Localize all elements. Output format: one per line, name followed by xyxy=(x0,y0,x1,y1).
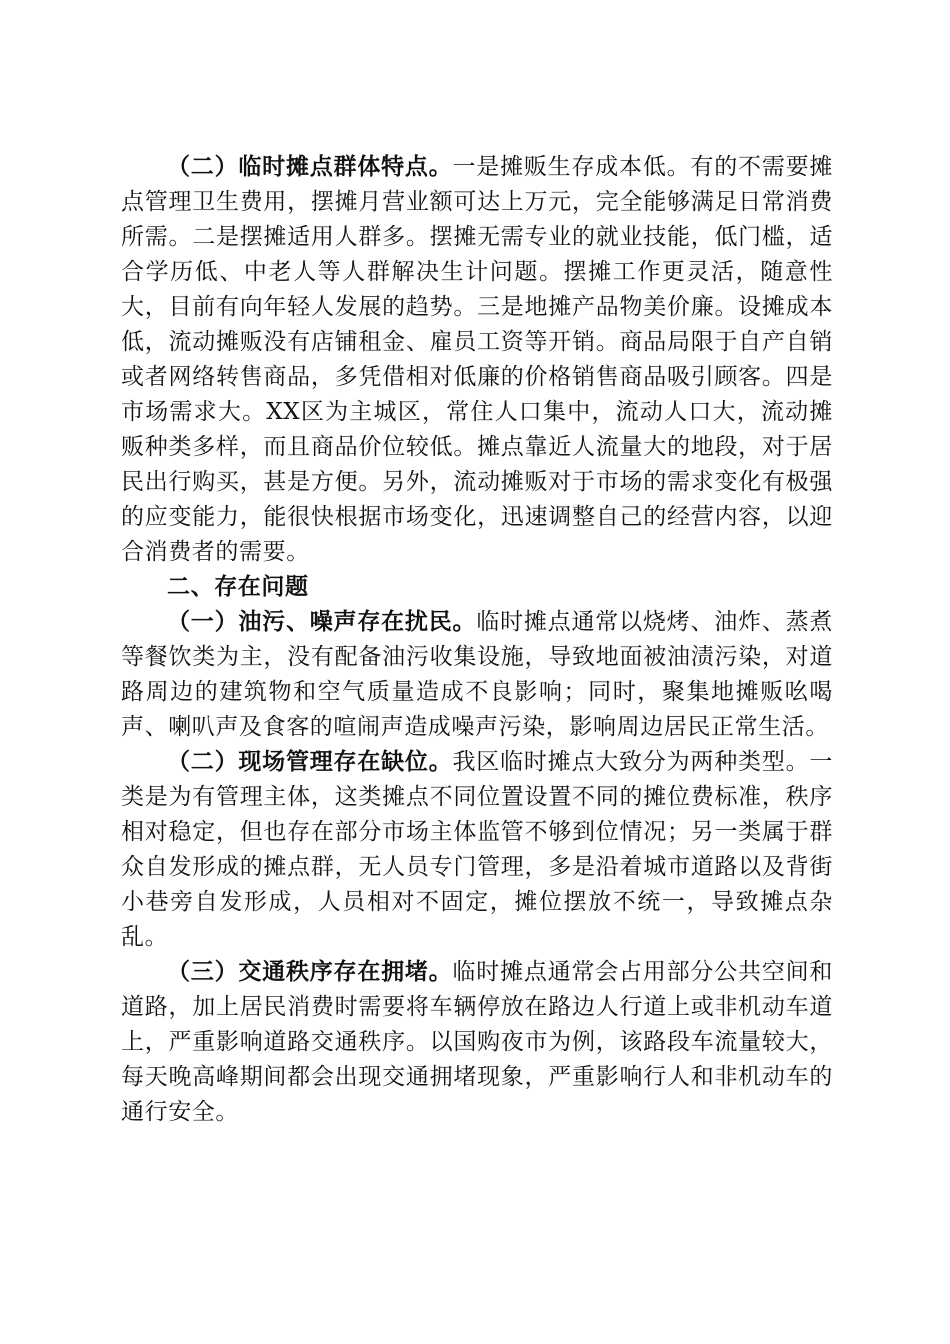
paragraph-oil-noise xyxy=(121,605,833,745)
paragraph-group-characteristics xyxy=(121,150,833,570)
paragraph-body: 临时摊点通常以烧烤、油炸、蒸煮等餐饮类为主，没有配备油污收集设施，导致地面被油渍污染，对道路周边的建筑物和空气质量造成不良影响；同时，聚集地摊贩吆喝声、喇叭声及食客的喧闹声造成噪声污染，影响周边居民正常生活。 xyxy=(121,609,834,740)
paragraph-body: 我区临时摊点大致分为两种类型。一类是为有管理主体，这类摊点不同位置设置不同的摊位费标准，秩序相对稳定，但也存在部分市场主体监管不够到位情况；另一类属于群众自发形成的摊点群，无人员专门管理，多是沿着城市道路以及背街小巷旁自发形成，人员相对不固定，摊位摆放不统一，导致摊点杂乱。 xyxy=(121,749,833,950)
paragraph-site-management xyxy=(121,745,833,955)
paragraph-lead: （三）交通秩序存在拥堵。 xyxy=(167,959,453,985)
paragraph-lead: （二）临时摊点群体特点。 xyxy=(167,154,453,180)
paragraph-body: 一是摊贩生存成本低。有的不需要摊点管理卫生费用，摆摊月营业额可达上万元，完全能够满足日常消费所需。二是摆摊适用人群多。摆摊无需专业的就业技能，低门槛，适合学历低、中老人等人群解决生计问题。摆摊工作更灵活，随意性大，目前有向年轻人发展的趋势。三是地摊产品物美价廉。设摊成本低，流动摊贩没有店铺租金、雇员工资等开销。商品局限于自产自销或者网络转售商品，多凭借相对低廉的价格销售商品吸引顾客。四是市场需求大。XX区为主城区，常住人口集中，流动人口大，流动摊贩种类多样，而且商品价位较低。摊点靠近人流量大的地段，对于居民出行购买，甚是方便。另外，流动摊贩对于市场的需求变化有极强的应变能力，能很快根据市场变化，迅速调整自己的经营内容，以迎合消费者的需要。 xyxy=(121,154,833,565)
paragraph-lead: （二）现场管理存在缺位。 xyxy=(167,749,453,775)
section-heading: 二、存在问题 xyxy=(167,574,309,600)
paragraph-body: 临时摊点通常会占用部分公共空间和道路，加上居民消费时需要将车辆停放在路边人行道上或非机动车道上，严重影响道路交通秩序。以国购夜市为例，该路段车流量较大，每天晚高峰期间都会出现交通拥堵现象，严重影响行人和非机动车的通行安全。 xyxy=(121,959,833,1125)
document-page xyxy=(121,150,833,1130)
paragraph-traffic xyxy=(121,955,833,1130)
paragraph-lead: （一）油污、噪声存在扰民。 xyxy=(167,609,477,635)
